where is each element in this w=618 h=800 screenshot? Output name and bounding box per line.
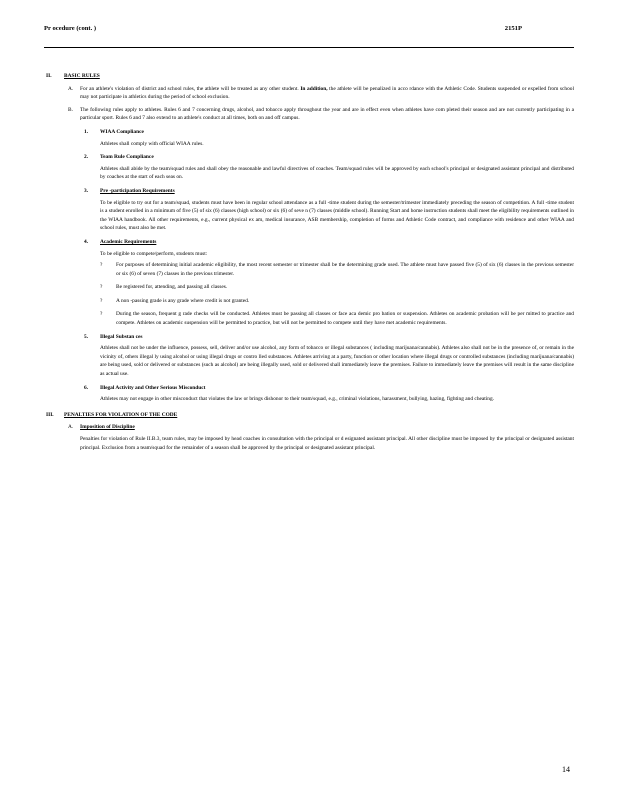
header-procedure-label: Pr ocedure (cont. ): [44, 25, 97, 32]
rule-number: 1.: [84, 128, 89, 135]
rule-item-1: [44, 128, 574, 148]
rule-number: 6.: [84, 384, 89, 391]
subsection-title: Imposition of Discipline: [80, 424, 135, 431]
bullet-marker: ?: [100, 262, 103, 269]
document-body: [44, 72, 574, 456]
bullet-item: [100, 310, 574, 327]
rule-text: To be eligible to compete/perform, students must:: [100, 250, 208, 257]
subsection-text-part: the athlete will be penalized in acco rdance with the Athletic Code. Students suspended or expelled from school may not participate in athletics during the period of school exclusion.: [80, 85, 574, 101]
rule-number: 3.: [84, 187, 89, 194]
bullet-item: [100, 283, 574, 292]
header-rule: [44, 47, 574, 48]
bullet-marker: ?: [100, 284, 103, 291]
rule-number: 4.: [84, 238, 89, 245]
rule-title: Illegal Activity and Other Serious Misconduct: [100, 384, 206, 391]
subsection-bold-text: In addition,: [300, 85, 328, 92]
section-heading-basic-rules: [44, 72, 574, 81]
bullet-text: During the season, frequent g rade checks will be conducted. Athletes must be passing all classes or face aca demic pro bation or suspension. Athletes on academic probation will be per mitted to practice and compete. Athletes on academic suspension will be permitted to practice, but will not be permitted to compete until they have met academic requirements.: [116, 311, 574, 327]
bullet-text: A non -passing grade is any grade where credit is not granted.: [116, 297, 250, 304]
bullet-text: Be registered for, attending, and passing all classes.: [116, 284, 228, 291]
subsection-b: [44, 106, 574, 123]
rule-item-6: [44, 384, 574, 404]
rule-title: Academic Requirements: [100, 238, 157, 245]
subsection-text: [80, 85, 574, 102]
rule-text: Athletes shall abide by the team/squad rules and shall obey the reasonable and lawful directives of coaches. Team/squad rules will be approved by each school's principal or designated assistant principal and distributed by coaches at the start of each seas on.: [100, 165, 574, 181]
bullet-item: [100, 261, 574, 278]
bullet-text: For purposes of determining initial academic eligibility, the most recent semester or trimester shall be the determining grade used. The athlete must have passed five (5) of six (6) classes in the previous semester or six (6) of seven (7) classes in the previous trimester.: [116, 262, 574, 277]
subsection-text: The following rules apply to athletes. Rules 6 and 7 concerning drugs, alcohol, and tobacco apply throughout the year and are in effect even when athletes have com pleted their season and are not currently participating in a particular sport. Rules 6 and 7 also extend to an athlete's conduct at all times, both on and off campus.: [80, 106, 574, 122]
subsection-label: A.: [68, 424, 74, 431]
rule-item-4: [44, 238, 574, 328]
rule-number: 2.: [84, 154, 89, 161]
section-heading-penalties: [44, 411, 574, 420]
subsection-text-part: For an athlete's violation of district and school rules, the athlete will be treated as any other student.: [80, 85, 299, 92]
bullet-item: [100, 297, 574, 306]
page-header: [44, 22, 574, 38]
rule-number: 5.: [84, 333, 89, 340]
rule-title: WIAA Compliance: [100, 128, 144, 135]
section-title: PENALTIES FOR VIOLATION OF THE CODE: [64, 411, 178, 418]
bullet-marker: ?: [100, 311, 103, 318]
subsection-label: A.: [68, 85, 74, 92]
subsection-a: [44, 85, 574, 102]
section-number: II.: [46, 73, 52, 79]
section-number: III.: [46, 411, 54, 418]
header-policy-number: 2151P: [504, 25, 522, 32]
rule-text: Athletes may not engage in other misconduct that violates the law or brings dishonor to their team/squad, e.g., criminal violations, harassment, bullying, hazing, fighting and cheating.: [100, 396, 495, 403]
rule-text: Athletes shall not be under the influence, possess, sell, deliver and/or use alcohol, any form of tobacco or illegal substances ( including marijuana/cannabis). Athletes also shall not be in the presence of, or remain in the vicinity of, others illegal ly using alcohol or using illegal drugs or contro lled substances. Athletes arriving at a party, function or other location where illegal drugs or controlled substances (including marijuana/cannabis) are being used, sold or delivered or substances (such as alcohol) are being illegally used, sold or delivered shall immediately leave the premises. Failure to immediately leave the premises will result in the same discipline as actual use.: [100, 345, 574, 378]
rule-text: To be eligible to try out for a team/squad, students must have been in regular school attendance as a full -time student during the semester/trimester immediately preceding the season of competition. A full -time student is a student enrolled in a minimum of five (5) of six (6) classes (high school) or six (6) of seve n (7) classes (middle school). Running Start and home instruction students shall meet the eligibility requirements outlined in the WIAA handbook. All other requirements, e.g., current physical ex am, medical insurance, ASB membership, completion of forms and Athletic Code contract, and compliance with residence and other WIAA and school rules, must also be met.: [100, 199, 574, 232]
subsection-label: B.: [68, 106, 73, 113]
subsection-text: Penalties for violation of Rule II.B.3, team rules, may be imposed by head coaches in consultation with the principal or d esignated assistant principal. All other discipline must be imposed by the principal or designated assistant principal. Exclusion from a team/squad for the remainder of a season shall be approved by the principal or designated assistant principal.: [80, 436, 574, 451]
rule-title: Pre -participation Requirements: [100, 187, 175, 194]
bullet-marker: ?: [100, 297, 103, 304]
rule-title: Illegal Substan ces: [100, 333, 143, 340]
rule-text: Athletes shall comply with official WIAA rules.: [100, 140, 204, 147]
rule-item-2: [44, 153, 574, 182]
page-number: 14: [562, 765, 570, 774]
rule-title: Team Rule Compliance: [100, 154, 154, 161]
subsection-imposition: [44, 423, 574, 452]
rule-item-3: [44, 187, 574, 233]
section-title: BASIC RULES: [64, 73, 100, 79]
rule-item-5: [44, 333, 574, 379]
